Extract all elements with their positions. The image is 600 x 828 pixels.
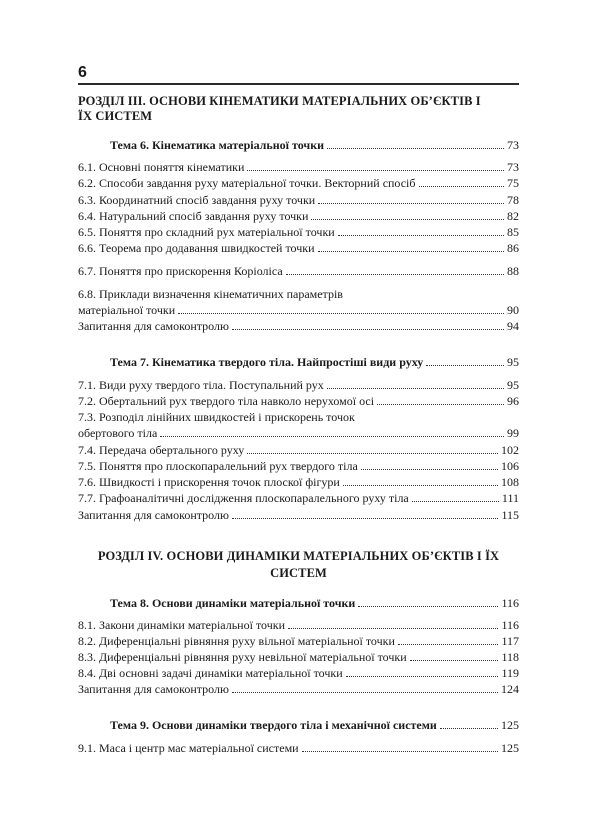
- toc-item-6-2[interactable]: [78, 175, 519, 191]
- toc-page-number: 116: [501, 596, 519, 610]
- toc-item-label: 8.1. Закони динаміки матеріальної точки: [78, 618, 285, 632]
- toc-questions-8[interactable]: [78, 681, 519, 697]
- toc-item-label: 8.3. Диференціальні рівняння руху невільної матеріальної точки: [78, 650, 407, 664]
- header-rule: [78, 83, 519, 85]
- toc-item-6-6[interactable]: [78, 240, 519, 256]
- toc-item-label: Запитання для самоконтролю: [78, 319, 229, 333]
- leader-dots: [311, 218, 504, 220]
- toc-page-number: 73: [507, 160, 519, 174]
- toc-page-number: 85: [507, 225, 519, 239]
- toc-page-number: 82: [507, 209, 519, 223]
- toc-item-7-2[interactable]: [78, 393, 519, 409]
- toc-item-label: Запитання для самоконтролю: [78, 682, 229, 696]
- toc-item-label: 8.4. Дві основні задачі динаміки матеріальної точки: [78, 666, 343, 680]
- toc-item-label: 6.3. Координатний спосіб завдання руху точки: [78, 193, 316, 207]
- leader-dots: [318, 202, 504, 204]
- page-number: 6: [78, 64, 87, 81]
- toc-item-7-3-first-line[interactable]: 7.3. Розподіл лінійних швидкостей і прискорень точок: [78, 410, 355, 424]
- leader-dots: [247, 169, 504, 171]
- toc-item-6-8-first-line[interactable]: 6.8. Приклади визначення кінематичних параметрів: [78, 287, 343, 301]
- toc-item-label: 8.2. Диференціальні рівняння руху вільної матеріальної точки: [78, 634, 395, 648]
- section-title-continued: ЇХ СИСТЕМ: [78, 109, 153, 123]
- toc-item-8-4[interactable]: [78, 665, 519, 681]
- toc-topic-8[interactable]: [110, 595, 519, 611]
- toc-item-7-1[interactable]: [78, 377, 519, 393]
- toc-page-number: 116: [501, 618, 519, 632]
- toc-item-7-7[interactable]: [78, 490, 519, 506]
- leader-dots: [327, 147, 504, 149]
- leader-dots: [419, 185, 505, 187]
- toc-page-number: 75: [507, 176, 519, 190]
- toc-topic-7[interactable]: [110, 354, 519, 370]
- toc-item-label: 6.4. Натуральний спосіб завдання руху точки: [78, 209, 309, 223]
- leader-dots: [412, 500, 499, 502]
- toc-item-6-1[interactable]: [78, 159, 519, 175]
- toc-item-6-5[interactable]: [78, 224, 519, 240]
- toc-topic-9[interactable]: [110, 717, 519, 733]
- leader-dots: [398, 643, 499, 645]
- toc-item-label: 7.5. Поняття про плоскопаралельний рух твердого тіла: [78, 459, 358, 473]
- toc-item-label: 7.6. Швидкості і прискорення точок плоскої фігури: [78, 475, 340, 489]
- toc-item-label: 6.2. Способи завдання руху матеріальної точки. Векторний спосіб: [78, 176, 416, 190]
- toc-page-number: 119: [501, 666, 519, 680]
- toc-item-6-8[interactable]: [78, 302, 519, 318]
- toc-item-6-7[interactable]: [78, 263, 519, 279]
- toc-page-number: 106: [501, 459, 519, 473]
- toc-item-label: 7.1. Види руху твердого тіла. Поступальний рух: [78, 378, 324, 392]
- toc-item-6-4[interactable]: [78, 208, 519, 224]
- toc-page-number: 73: [507, 138, 519, 152]
- leader-dots: [343, 484, 498, 486]
- section-title-continued: СИСТЕМ: [270, 566, 327, 580]
- toc-topic-label: Тема 8. Основи динаміки матеріальної точки: [110, 596, 356, 610]
- toc-topic-6[interactable]: [110, 137, 519, 153]
- leader-dots: [232, 328, 504, 330]
- toc-item-label: матеріальної точки: [78, 303, 176, 317]
- toc-questions-7[interactable]: [78, 507, 519, 523]
- toc-topic-label: Тема 7. Кінематика твердого тіла. Найпростіші види руху: [110, 355, 424, 369]
- toc-item-label: 7.7. Графоаналітичні дослідження плоскопаралельного руху тіла: [78, 491, 409, 505]
- toc-item-7-3[interactable]: [78, 425, 519, 441]
- toc-page-number: 88: [507, 264, 519, 278]
- toc-item-6-3[interactable]: [78, 192, 519, 208]
- toc-page-number: 78: [507, 193, 519, 207]
- leader-dots: [327, 387, 504, 389]
- toc-page-number: 118: [501, 650, 519, 664]
- leader-dots: [358, 605, 498, 607]
- toc-questions-6[interactable]: [78, 318, 519, 334]
- toc-page-number: 125: [501, 741, 519, 755]
- leader-dots: [440, 727, 498, 729]
- toc-item-8-3[interactable]: [78, 649, 519, 665]
- leader-dots: [232, 691, 498, 693]
- toc-item-label: Запитання для самоконтролю: [78, 508, 229, 522]
- toc-item-7-5[interactable]: [78, 458, 519, 474]
- toc-page-number: 117: [501, 634, 519, 648]
- leader-dots: [302, 750, 498, 752]
- toc-page-number: 94: [507, 319, 519, 333]
- toc-item-7-6[interactable]: [78, 474, 519, 490]
- leader-dots: [377, 403, 504, 405]
- toc-page-number: 115: [501, 508, 519, 522]
- section-title: РОЗДІЛ ІІІ. ОСНОВИ КІНЕМАТИКИ МАТЕРІАЛЬНИХ ОБ’ЄКТІВ І: [78, 94, 481, 108]
- toc-topic-label: Тема 6. Кінематика матеріальної точки: [110, 138, 325, 152]
- toc-page-number: 99: [507, 426, 519, 440]
- leader-dots: [286, 273, 504, 275]
- toc-page-number: 96: [507, 394, 519, 408]
- toc-item-label: 7.2. Обертальний рух твердого тіла навколо нерухомої осі: [78, 394, 375, 408]
- toc-page-number: 108: [501, 475, 519, 489]
- toc-item-8-1[interactable]: [78, 617, 519, 633]
- toc-page-number: 111: [501, 491, 519, 505]
- leader-dots: [361, 468, 498, 470]
- toc-item-8-2[interactable]: [78, 633, 519, 649]
- leader-dots: [338, 234, 504, 236]
- toc-page-number: 125: [501, 718, 519, 732]
- toc-item-label: 9.1. Маса і центр мас матеріальної системи: [78, 741, 299, 755]
- toc-page-number: 102: [501, 443, 519, 457]
- toc-page-number: 95: [507, 378, 519, 392]
- toc-page-number: 86: [507, 241, 519, 255]
- section-title: РОЗДІЛ IV. ОСНОВИ ДИНАМІКИ МАТЕРІАЛЬНИХ ОБ’ЄКТІВ І ЇХ: [97, 549, 500, 563]
- leader-dots: [288, 627, 498, 629]
- leader-dots: [346, 675, 499, 677]
- toc-item-label: 6.5. Поняття про складний рух матеріальної точки: [78, 225, 335, 239]
- toc-item-label: обертового тіла: [78, 426, 158, 440]
- leader-dots: [426, 364, 504, 366]
- leader-dots: [318, 250, 504, 252]
- leader-dots: [247, 452, 498, 454]
- toc-item-label: 6.1. Основні поняття кінематики: [78, 160, 245, 174]
- toc-page-number: 95: [507, 355, 519, 369]
- toc-item-label: 6.7. Поняття про прискорення Коріоліса: [78, 264, 283, 278]
- toc-item-9-1[interactable]: [78, 740, 519, 756]
- leader-dots: [178, 312, 504, 314]
- leader-dots: [232, 517, 499, 519]
- toc-item-label: 6.6. Теорема про додавання швидкостей точки: [78, 241, 315, 255]
- leader-dots: [410, 659, 499, 661]
- toc-page-number: 90: [507, 303, 519, 317]
- toc-item-7-4[interactable]: [78, 442, 519, 458]
- toc-page-number: 124: [501, 682, 519, 696]
- toc-item-label: 7.4. Передача обертального руху: [78, 443, 245, 457]
- leader-dots: [160, 435, 504, 437]
- toc-topic-label: Тема 9. Основи динаміки твердого тіла і механічної системи: [110, 718, 437, 732]
